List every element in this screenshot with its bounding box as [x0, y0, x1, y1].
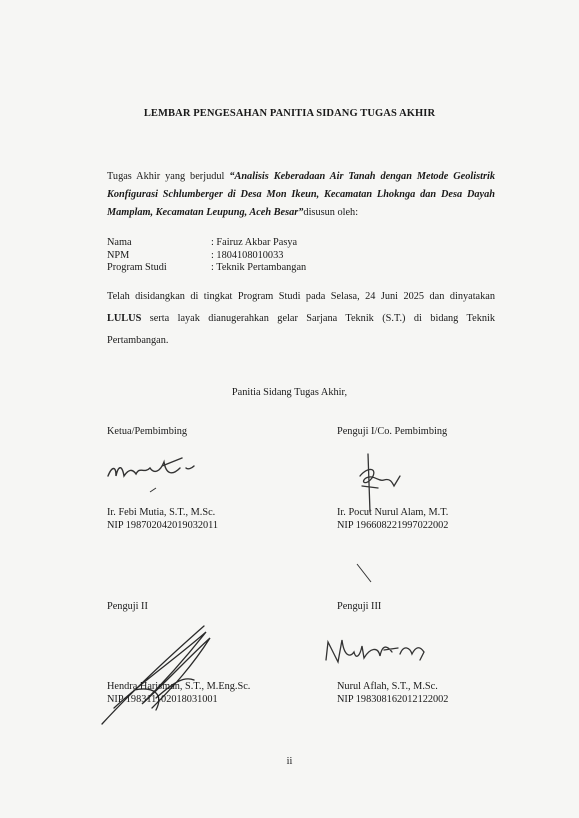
examiner1-role: Penguji I/Co. Pembimbing	[337, 426, 448, 437]
chair-role: Ketua/Pembimbing	[107, 426, 188, 437]
statement-part2: serta layak dianugerahkan gelar Sarjana Teknik (S.T.) di bidang Teknik Pertambangan.	[107, 313, 495, 346]
examiner2-signature	[94, 620, 224, 730]
statement-part1: Telah disidangkan di tingkat Program Studi pada Selasa, 24 Juni 2025 dan dinyatakan	[107, 291, 495, 302]
examiner3-block	[337, 681, 448, 706]
intro-prefix: Tugas Akhir yang berjudul	[107, 171, 230, 182]
examiner1-block	[337, 507, 448, 532]
chair-block	[107, 507, 218, 532]
examiner3-role: Penguji III	[337, 601, 382, 612]
examiner1-nip: NIP 196608221997022002	[337, 519, 449, 531]
info-label: Nama	[107, 237, 132, 248]
examiner2-nip: NIP 198311102018031001	[107, 693, 218, 705]
chair-nip: NIP 198702042019032011	[107, 519, 219, 531]
thesis-title: “Analisis Keberadaan Air Tanah dengan Metode Geolistrik Konfigurasi Schlumberger di Desa Mon Ikeun, Kecamatan Lhoknga dan Desa Dayah Mamplam, Kecamatan Leupung, Aceh Besar”	[107, 171, 495, 218]
examiner3-signature	[320, 630, 440, 674]
intro-suffix: disusun oleh:	[303, 207, 359, 218]
examiner2-name: Hendra Harisman, S.T., M.Eng.Sc.	[107, 681, 251, 692]
chair-name: Ir. Febi Mutia, S.T., M.Sc.	[107, 507, 216, 518]
info-row-program	[107, 262, 306, 275]
chair-signature	[102, 452, 252, 502]
statement-bold: LULUS	[107, 313, 142, 324]
examiner2-block	[107, 681, 250, 706]
examiner3-nip: NIP 198308162012122002	[337, 693, 449, 705]
info-row-name	[107, 237, 306, 250]
committee-heading: Panitia Sidang Tugas Akhir,	[231, 387, 348, 398]
info-value: : Teknik Pertambangan	[211, 262, 307, 273]
info-value: : Fairuz Akbar Pasya	[211, 237, 298, 248]
examiner3-name: Nurul Aflah, S.T., M.Sc.	[337, 681, 438, 692]
student-info	[107, 237, 306, 275]
page-number: ii	[286, 756, 293, 767]
info-value: : 1804108010033	[211, 249, 284, 261]
page-title: LEMBAR PENGESAHAN PANITIA SIDANG TUGAS AKHIR	[143, 108, 436, 119]
stray-mark	[355, 562, 375, 584]
examiner1-name: Ir. Pocut Nurul Alam, M.T.	[337, 507, 449, 518]
intro-paragraph	[107, 168, 495, 222]
examiner2-role: Penguji II	[107, 601, 148, 612]
info-label: Program Studi	[107, 262, 167, 273]
info-row-npm	[107, 250, 306, 263]
statement-paragraph	[107, 286, 495, 352]
info-label: NPM	[107, 249, 130, 261]
